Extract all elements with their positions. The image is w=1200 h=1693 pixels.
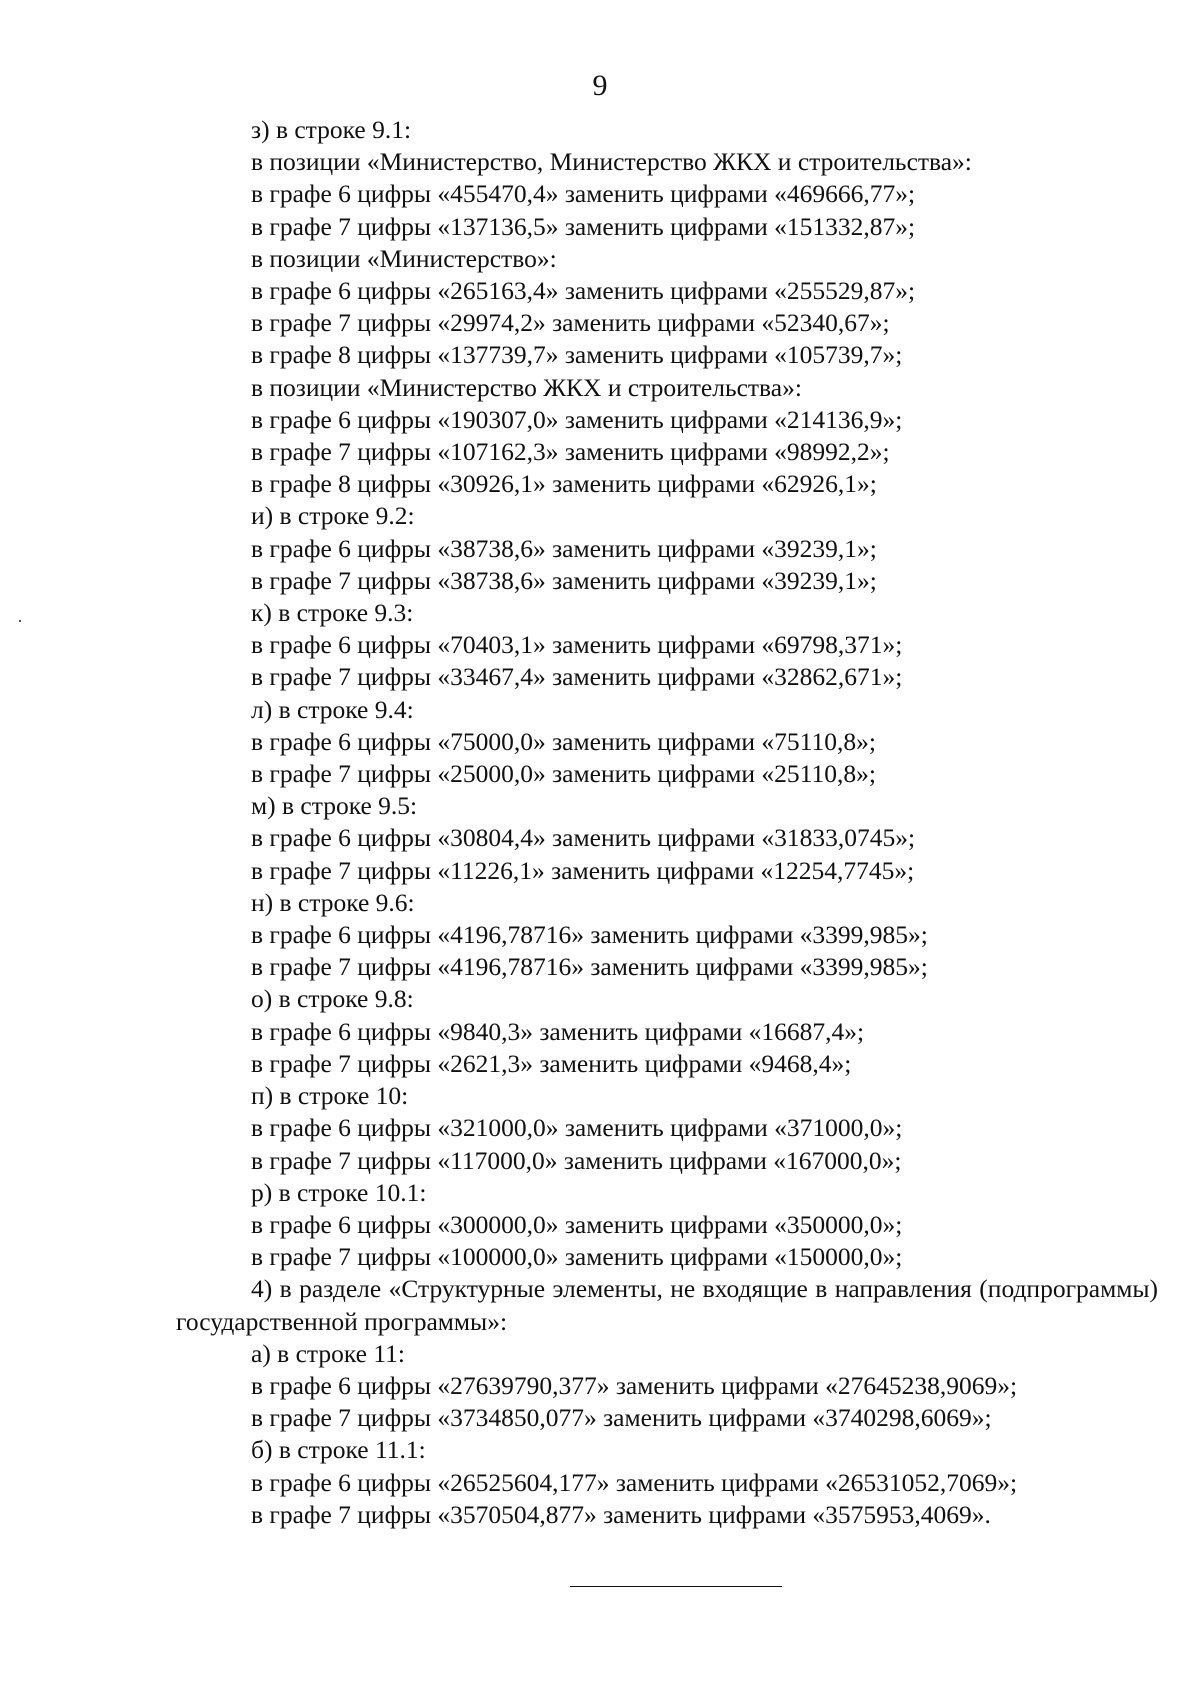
amendment-line: з) в строке 9.1: — [251, 115, 412, 144]
section-paragraph: 4) в разделе «Структурные элементы, не входящие в направления (подпрограммы) государственной программы»: — [176, 1274, 1158, 1336]
amendment-line: к) в строке 9.3: — [251, 598, 414, 628]
amendment-text — [176, 114, 1158, 1531]
section-paragraph-wrap — [176, 1273, 1158, 1337]
amendment-line: в графе 8 цифры «30926,1» заменить цифрами «62926,1»; — [251, 469, 877, 499]
amendment-line: в графе 6 цифры «30804,4» заменить цифрами «31833,0745»; — [251, 823, 916, 853]
amendment-line: в графе 7 цифры «29974,2» заменить цифрами «52340,67»; — [251, 308, 890, 338]
amendment-line: м) в строке 9.5: — [251, 791, 418, 821]
amendment-line: в графе 6 цифры «70403,1» заменить цифрами «69798,371»; — [251, 630, 903, 660]
amendment-line: б) в строке 11.1: — [251, 1435, 426, 1465]
amendment-line: в графе 6 цифры «265163,4» заменить цифрами «255529,87»; — [251, 276, 916, 306]
amendment-line: в графе 6 цифры «75000,0» заменить цифрами «75110,8»; — [251, 726, 876, 756]
amendment-line: в графе 7 цифры «3570504,877» заменить цифрами «3575953,4069». — [251, 1499, 991, 1529]
amendment-line: в графе 6 цифры «4196,78716» заменить цифрами «3399,985»; — [251, 920, 928, 950]
amendment-line: в графе 7 цифры «33467,4» заменить цифрами «32862,671»; — [251, 662, 903, 692]
amendment-line: в графе 7 цифры «25000,0» заменить цифрами «25110,8»; — [251, 759, 876, 789]
page-number: 9 — [592, 69, 608, 102]
amendment-line: в графе 6 цифры «27639790,377» заменить цифрами «27645238,9069»; — [251, 1370, 1018, 1400]
amendment-line: л) в строке 9.4: — [251, 694, 414, 724]
amendment-line: в графе 8 цифры «137739,7» заменить цифрами «105739,7»; — [251, 340, 903, 370]
amendment-line: в графе 6 цифры «9840,3» заменить цифрами «16687,4»; — [251, 1016, 865, 1046]
amendment-line: в позиции «Министерство ЖКХ и строительства»: — [251, 372, 802, 402]
amendment-line: а) в строке 11: — [251, 1338, 405, 1368]
amendment-line: в графе 6 цифры «190307,0» заменить цифрами «214136,9»; — [251, 404, 903, 434]
amendment-line: в графе 7 цифры «2621,3» заменить цифрами «9468,4»; — [251, 1048, 852, 1078]
amendment-line: в графе 7 цифры «100000,0» заменить цифрами «150000,0»; — [251, 1242, 903, 1272]
amendment-line: в графе 7 цифры «137136,5» заменить цифрами «151332,87»; — [251, 211, 916, 241]
amendment-line: в графе 7 цифры «11226,1» заменить цифрами «12254,7745»; — [251, 855, 915, 885]
amendment-line: в графе 7 цифры «3734850,077» заменить цифрами «3740298,6069»; — [251, 1403, 992, 1433]
amendment-line: н) в строке 9.6: — [251, 887, 415, 917]
end-of-document-rule — [570, 1586, 782, 1587]
amendment-line: р) в строке 10.1: — [251, 1177, 427, 1207]
amendment-line: п) в строке 10: — [251, 1081, 409, 1111]
amendment-lines-group — [176, 114, 1158, 1273]
amendment-line: о) в строке 9.8: — [251, 984, 414, 1014]
amendment-line: и) в строке 9.2: — [251, 501, 415, 531]
amendment-line: в графе 7 цифры «4196,78716» заменить цифрами «3399,985»; — [251, 952, 928, 982]
section-lines-group — [176, 1338, 1158, 1531]
scan-speck — [19, 620, 21, 622]
amendment-line: в графе 7 цифры «107162,3» заменить цифрами «98992,2»; — [251, 437, 890, 467]
amendment-line: в графе 6 цифры «38738,6» заменить цифрами «39239,1»; — [251, 533, 877, 563]
amendment-line: в графе 7 цифры «38738,6» заменить цифрами «39239,1»; — [251, 565, 877, 595]
amendment-line: в графе 7 цифры «117000,0» заменить цифрами «167000,0»; — [251, 1145, 902, 1175]
amendment-line: в графе 6 цифры «300000,0» заменить цифрами «350000,0»; — [251, 1209, 903, 1239]
amendment-line: в графе 6 цифры «321000,0» заменить цифрами «371000,0»; — [251, 1113, 903, 1143]
amendment-line: в графе 6 цифры «455470,4» заменить цифрами «469666,77»; — [251, 179, 916, 209]
amendment-line: в позиции «Министерство, Министерство ЖКХ и строительства»: — [251, 147, 972, 177]
amendment-line: в графе 6 цифры «26525604,177» заменить цифрами «26531052,7069»; — [251, 1467, 1018, 1497]
amendment-line: в позиции «Министерство»: — [251, 243, 557, 273]
